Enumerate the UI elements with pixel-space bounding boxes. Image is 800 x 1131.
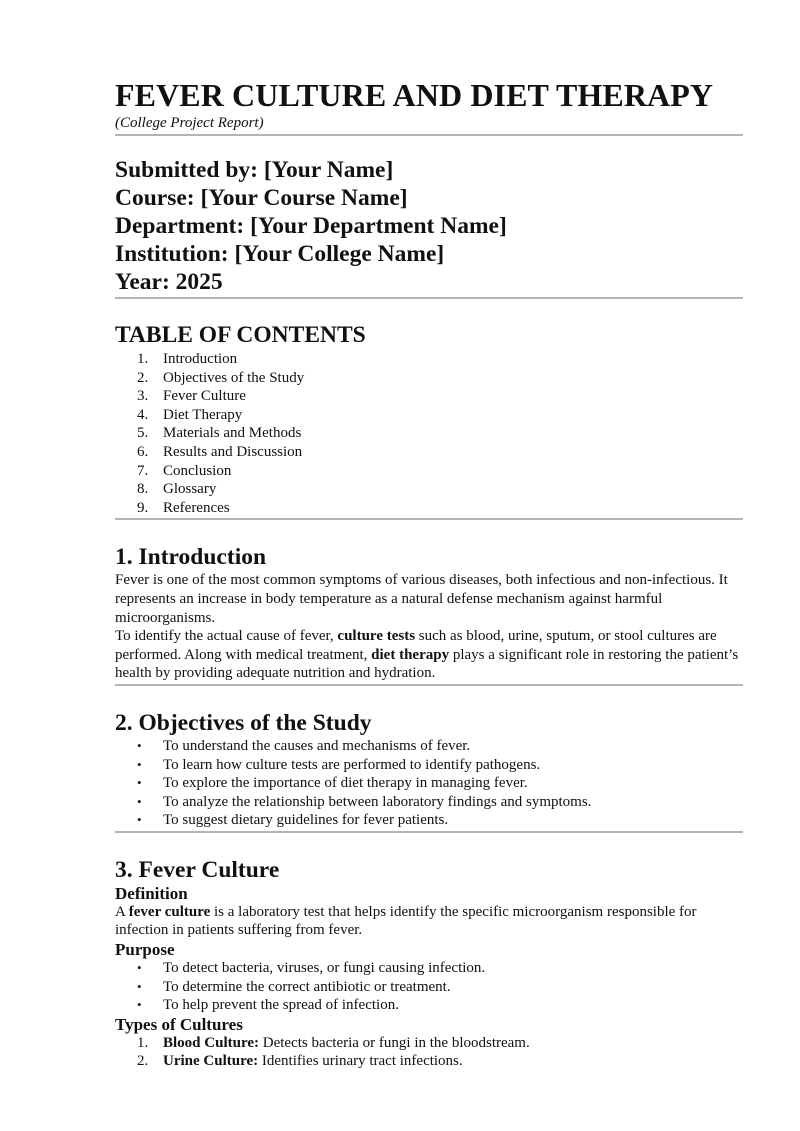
toc-item-label: Objectives of the Study: [163, 369, 305, 386]
list-item: [115, 756, 743, 775]
institution: Institution: [Your College Name]: [115, 241, 445, 267]
year: Year: 2025: [115, 269, 223, 295]
bullet-icon: •: [137, 793, 142, 809]
subheading-purpose: Purpose: [115, 940, 175, 960]
list-item-text: To help prevent the spread of infection.: [163, 997, 399, 1014]
list-item: [115, 811, 743, 830]
objectives-list: [115, 737, 743, 830]
list-item-text: To explore the importance of diet therapy in managing fever.: [163, 775, 528, 792]
toc-heading: TABLE OF CONTENTS: [115, 322, 366, 348]
bullet-icon: •: [137, 737, 142, 753]
culture-type-description: Detects bacteria or fungi in the bloodstream.: [258, 1034, 530, 1051]
list-item-text: To learn how culture tests are performed to identify pathogens.: [163, 756, 541, 773]
toc-item[interactable]: [115, 424, 743, 443]
divider: [115, 518, 743, 520]
list-item: [115, 793, 743, 812]
toc-item-label: Introduction: [163, 351, 238, 367]
course: Course: [Your Course Name]: [115, 185, 408, 211]
culture-type-name: Blood Culture:: [163, 1034, 259, 1051]
divider: [115, 297, 743, 299]
table-of-contents: [115, 350, 743, 517]
text-run: such as blood, urine, sputum, or stool cultures are performed. Along with medical treatment,: [115, 628, 717, 663]
list-item-number: 2.: [137, 1053, 149, 1070]
toc-item-label: Diet Therapy: [163, 406, 243, 423]
toc-item-label: Fever Culture: [163, 388, 246, 405]
toc-item-number: 3.: [137, 388, 149, 405]
list-item: [115, 959, 743, 978]
section-heading-introduction: 1. Introduction: [115, 544, 267, 571]
toc-item-label: Glossary: [163, 481, 217, 498]
culture-types-list: [115, 1034, 743, 1071]
introduction-paragraph: [115, 627, 743, 683]
list-item: [115, 737, 743, 756]
toc-item-number: 4.: [137, 406, 149, 423]
list-item-text: To suggest dietary guidelines for fever patients.: [163, 812, 449, 829]
toc-item[interactable]: [115, 462, 743, 481]
list-item: [115, 774, 743, 793]
bullet-icon: •: [137, 978, 142, 994]
list-item-text: To understand the causes and mechanisms of fever.: [163, 737, 471, 754]
toc-item-number: 7.: [137, 462, 149, 479]
subheading-types-of-cultures: Types of Cultures: [115, 1014, 243, 1034]
list-item: [115, 996, 743, 1015]
subheading-definition: Definition: [115, 883, 188, 903]
section-heading-fever-culture: 3. Fever Culture: [115, 856, 280, 883]
list-item: [115, 978, 743, 997]
introduction-body: [115, 571, 743, 683]
divider: [115, 134, 743, 136]
list-item: [115, 1052, 743, 1071]
divider: [115, 684, 743, 686]
document-subtitle: (College Project Report): [115, 115, 264, 131]
text-run: plays a significant role in restoring the patient’s health by providing adequate nutrition and hydration.: [115, 646, 739, 682]
section-heading-objectives: 2. Objectives of the Study: [115, 709, 372, 736]
bold-term: culture tests: [337, 628, 416, 645]
definition-paragraph: [115, 903, 743, 940]
submission-details: [115, 156, 743, 296]
culture-type-name: Urine Culture:: [163, 1053, 259, 1070]
list-item-text: To analyze the relationship between laboratory findings and symptoms.: [163, 793, 592, 810]
introduction-paragraph: Fever is one of the most common symptoms of various diseases, both infectious and non-infectious. It represents an increase in body temperature as a natural defense mechanism against harmful microorganisms.: [115, 572, 728, 626]
toc-item[interactable]: [115, 480, 743, 499]
document-title: FEVER CULTURE AND DIET THERAPY: [115, 77, 714, 113]
bullet-icon: •: [137, 756, 142, 772]
bullet-icon: •: [137, 775, 142, 791]
toc-item-label: References: [163, 499, 230, 516]
toc-item-number: 8.: [137, 481, 149, 498]
toc-item-number: 6.: [137, 443, 149, 460]
list-item-number: 1.: [137, 1034, 149, 1051]
toc-item-number: 2.: [137, 369, 149, 386]
bullet-icon: •: [137, 960, 142, 976]
toc-item[interactable]: [115, 387, 743, 406]
toc-item-label: Materials and Methods: [163, 425, 302, 442]
toc-item-number: 5.: [137, 425, 149, 442]
department: Department: [Your Department Name]: [115, 213, 507, 239]
toc-item-label: Conclusion: [163, 462, 232, 479]
toc-item[interactable]: [115, 499, 743, 518]
text-run: To identify the actual cause of fever,: [115, 628, 338, 645]
toc-item-number: 9.: [137, 499, 149, 516]
list-item-text: To determine the correct antibiotic or treatment.: [163, 978, 451, 995]
divider: [115, 831, 743, 833]
bold-term: fever culture: [128, 903, 211, 920]
toc-item-number: 1.: [137, 351, 149, 367]
bold-term: diet therapy: [371, 646, 450, 663]
text-run: is a laboratory test that helps identify the specific microorganism responsible for infection in patients suffering from fever.: [115, 903, 697, 939]
bullet-icon: •: [137, 812, 142, 828]
toc-item-label: Results and Discussion: [163, 443, 303, 460]
toc-item[interactable]: [115, 406, 743, 425]
text-run: A: [115, 903, 129, 920]
bullet-icon: •: [137, 997, 142, 1013]
culture-type-description: Identifies urinary tract infections.: [258, 1053, 463, 1070]
toc-item[interactable]: [115, 350, 743, 369]
toc-item[interactable]: [115, 443, 743, 462]
list-item: [115, 1034, 743, 1053]
toc-item[interactable]: [115, 369, 743, 388]
list-item-text: To detect bacteria, viruses, or fungi causing infection.: [163, 960, 486, 977]
purpose-list: [115, 959, 743, 1015]
submitted-by: Submitted by: [Your Name]: [115, 157, 394, 183]
